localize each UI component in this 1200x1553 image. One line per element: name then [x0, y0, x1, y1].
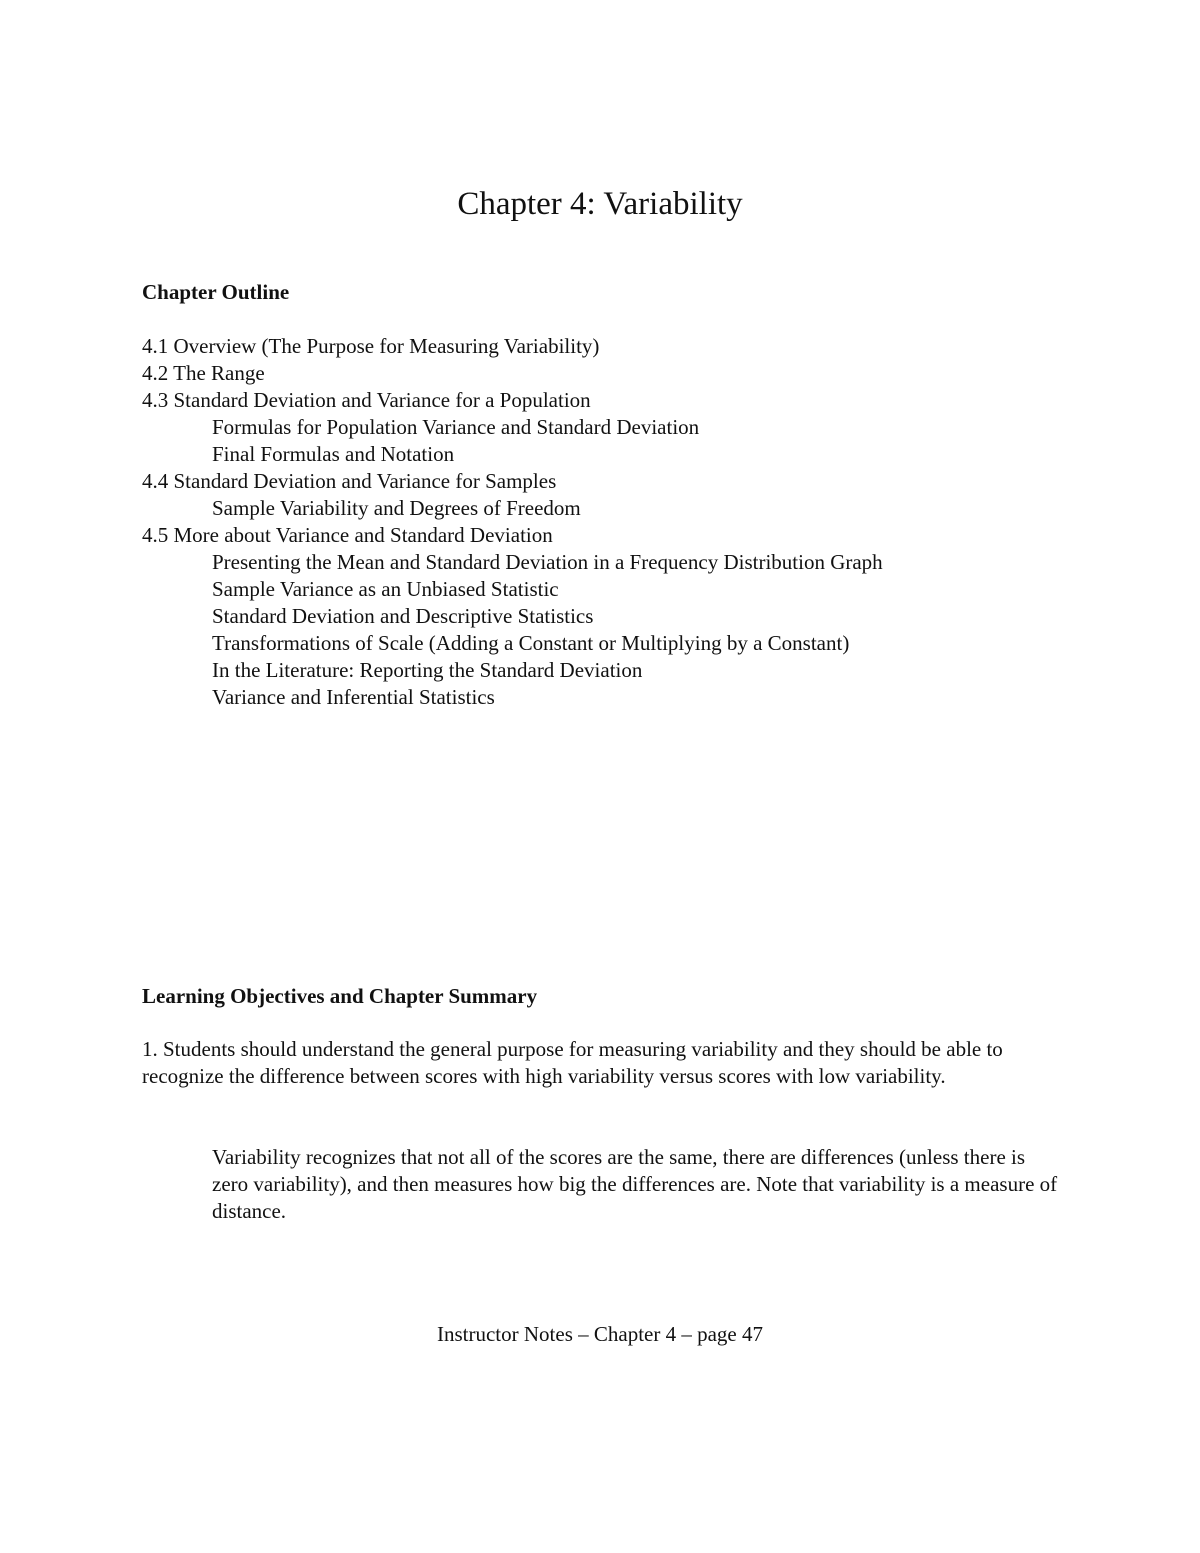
- chapter-outline-list: [142, 333, 883, 711]
- outline-item: 4.1 Overview (The Purpose for Measuring Variability): [142, 334, 600, 358]
- page-title: Chapter 4: Variability: [457, 186, 743, 222]
- outline-subitem: Formulas for Population Variance and Standard Deviation: [212, 415, 700, 439]
- outline-item: 4.5 More about Variance and Standard Deviation: [142, 523, 553, 547]
- learning-objectives-heading: Learning Objectives and Chapter Summary: [142, 984, 538, 1008]
- outline-subitem: In the Literature: Reporting the Standard Deviation: [212, 658, 643, 682]
- outline-subitem: Presenting the Mean and Standard Deviation in a Frequency Distribution Graph: [212, 550, 883, 574]
- outline-subitem: Standard Deviation and Descriptive Statistics: [212, 604, 594, 628]
- outline-subitem: Transformations of Scale (Adding a Constant or Multiplying by a Constant): [212, 631, 850, 655]
- outline-item: 4.4 Standard Deviation and Variance for Samples: [142, 469, 557, 493]
- objective-1-paragraph: 1. Students should understand the general purpose for measuring variability and they should be able to recognize the difference between scores with high variability versus scores with low variability.: [142, 1037, 1003, 1088]
- outline-item: 4.2 The Range: [142, 361, 265, 385]
- chapter-outline-heading: Chapter Outline: [142, 280, 290, 304]
- outline-item: 4.3 Standard Deviation and Variance for a Population: [142, 388, 591, 412]
- page-footer: Instructor Notes – Chapter 4 – page 47: [436, 1322, 763, 1346]
- outline-subitem: Sample Variability and Degrees of Freedom: [212, 496, 581, 520]
- objective-1-explanation: Variability recognizes that not all of the scores are the same, there are differences (unless there is zero variability), and then measures how big the differences are. Note that variability is a measure of distance.: [212, 1145, 1058, 1223]
- outline-subitem: Final Formulas and Notation: [212, 442, 455, 466]
- outline-subitem: Sample Variance as an Unbiased Statistic: [212, 577, 559, 601]
- outline-subitem: Variance and Inferential Statistics: [212, 685, 495, 709]
